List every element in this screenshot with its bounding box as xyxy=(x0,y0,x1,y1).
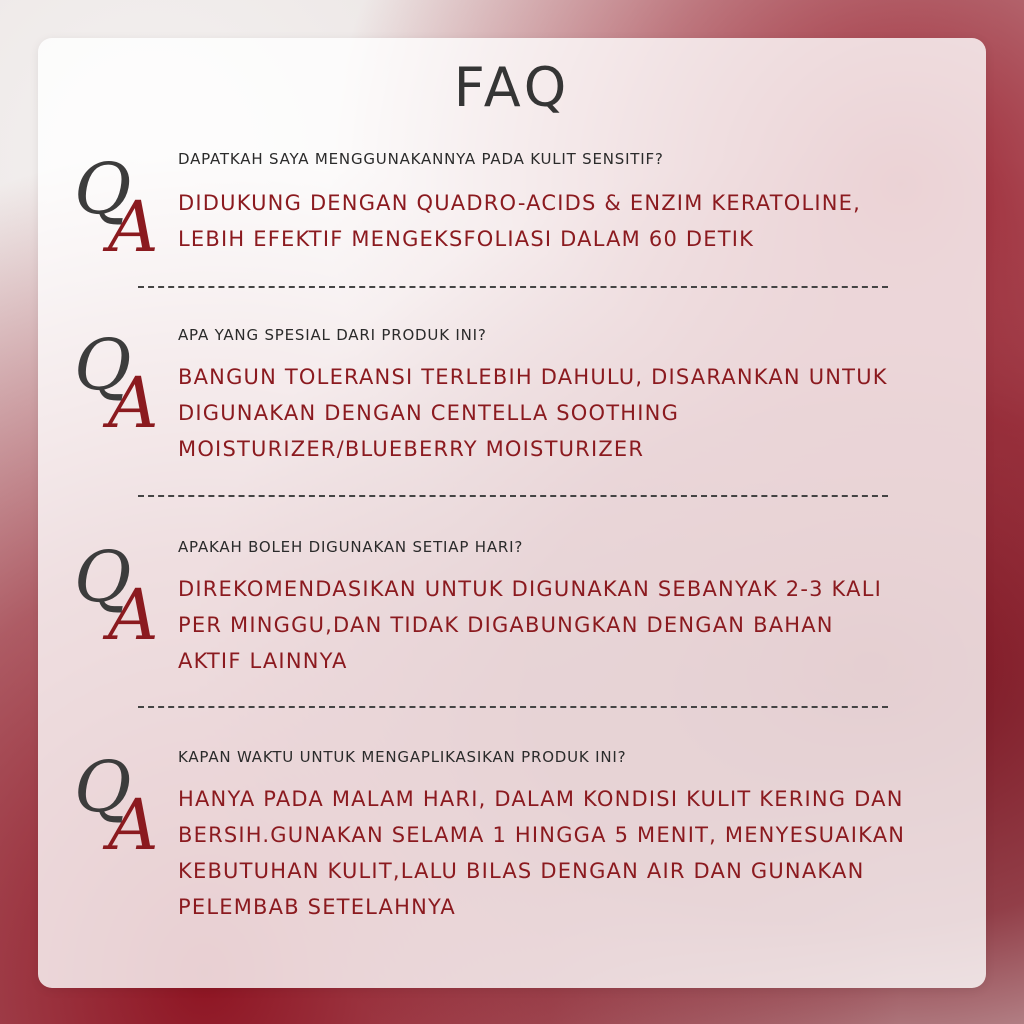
a-mark: A xyxy=(108,362,159,444)
question-text: APAKAH BOLEH DIGUNAKAN SETIAP HARI? xyxy=(178,538,524,556)
answer-line: DIREKOMENDASIKAN UNTUK DIGUNAKAN SEBANYAK 2-3 KALI xyxy=(178,577,882,601)
faq-card xyxy=(38,38,986,988)
answer-line: HANYA PADA MALAM HARI, DALAM KONDISI KULIT KERING DAN xyxy=(178,787,904,811)
a-mark: A xyxy=(108,574,159,656)
dashed-divider xyxy=(138,706,888,708)
answer-line: DIDUKUNG DENGAN QUADRO-ACIDS & ENZIM KERATOLINE, xyxy=(178,191,862,215)
answer-text xyxy=(178,781,956,925)
question-text: DAPATKAH SAYA MENGGUNAKANNYA PADA KULIT SENSITIF? xyxy=(178,150,664,168)
answer-line: BERSIH.GUNAKAN SELAMA 1 HINGGA 5 MENIT, MENYESUAIKAN xyxy=(178,823,906,847)
answer-text xyxy=(178,359,956,467)
question-text: KAPAN WAKTU UNTUK MENGAPLIKASIKAN PRODUK INI? xyxy=(178,748,627,766)
a-mark: A xyxy=(108,784,159,866)
answer-text xyxy=(178,185,956,257)
answer-line: AKTIF LAINNYA xyxy=(178,649,348,673)
q-mark: Q xyxy=(74,148,132,230)
a-mark: A xyxy=(108,186,159,268)
q-mark: Q xyxy=(74,536,132,618)
answer-line: PER MINGGU,DAN TIDAK DIGABUNGKAN DENGAN BAHAN xyxy=(178,613,834,637)
answer-line: KEBUTUHAN KULIT,LALU BILAS DENGAN AIR DAN GUNAKAN xyxy=(178,859,865,883)
question-text: APA YANG SPESIAL DARI PRODUK INI? xyxy=(178,326,487,344)
dashed-divider xyxy=(138,495,888,497)
answer-line: BANGUN TOLERANSI TERLEBIH DAHULU, DISARANKAN UNTUK xyxy=(178,365,888,389)
q-mark: Q xyxy=(74,746,132,828)
dashed-divider xyxy=(138,286,888,288)
page-title: FAQ xyxy=(453,56,571,119)
answer-line: MOISTURIZER/BLUEBERRY MOISTURIZER xyxy=(178,437,645,461)
answer-text xyxy=(178,571,956,679)
answer-line: PELEMBAB SETELAHNYA xyxy=(178,895,456,919)
answer-line: LEBIH EFEKTIF MENGEKSFOLIASI DALAM 60 DETIK xyxy=(178,227,755,251)
q-mark: Q xyxy=(74,324,132,406)
answer-line: DIGUNAKAN DENGAN CENTELLA SOOTHING xyxy=(178,401,680,425)
